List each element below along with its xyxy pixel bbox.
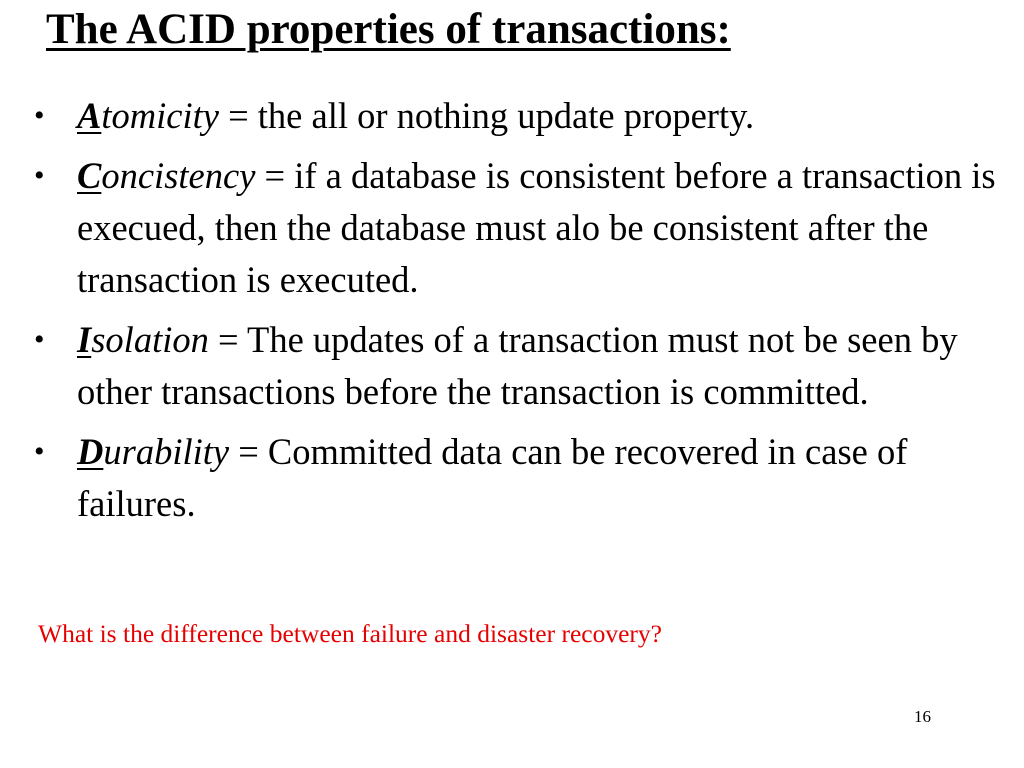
term-definition: = Committed data can be recovered in case of failures. bbox=[77, 431, 908, 524]
list-item-durability bbox=[30, 426, 1005, 530]
term-initial-letter: C bbox=[77, 155, 102, 196]
term-initial-letter: I bbox=[77, 319, 92, 360]
acid-properties-list bbox=[30, 90, 1005, 538]
slide-title: The ACID properties of transactions: bbox=[46, 6, 731, 53]
page-number: 16 bbox=[914, 707, 931, 726]
list-item-consistency bbox=[30, 150, 1005, 306]
list-item-atomicity bbox=[30, 90, 1005, 142]
bullet-icon: • bbox=[34, 435, 45, 468]
bullet-icon: • bbox=[34, 323, 45, 356]
term-name: solation bbox=[91, 319, 209, 360]
bullet-icon: • bbox=[34, 99, 45, 132]
term-initial-letter: A bbox=[77, 95, 102, 136]
discussion-question: What is the difference between failure and disaster recovery? bbox=[38, 619, 662, 648]
term-definition: = the all or nothing update property. bbox=[218, 95, 755, 136]
term-name: oncistency bbox=[101, 155, 256, 196]
term-definition: = The updates of a transaction must not be seen by other transactions before the transaction is committed. bbox=[77, 319, 958, 412]
term-initial-letter: D bbox=[77, 431, 104, 472]
bullet-icon: • bbox=[34, 159, 45, 192]
term-name: urability bbox=[103, 431, 230, 472]
term-name: tomicity bbox=[101, 95, 219, 136]
list-item-isolation bbox=[30, 314, 1005, 418]
term-definition: = if a database is consistent before a transaction is execued, then the database must alo be consistent after the transaction is executed. bbox=[77, 155, 996, 300]
